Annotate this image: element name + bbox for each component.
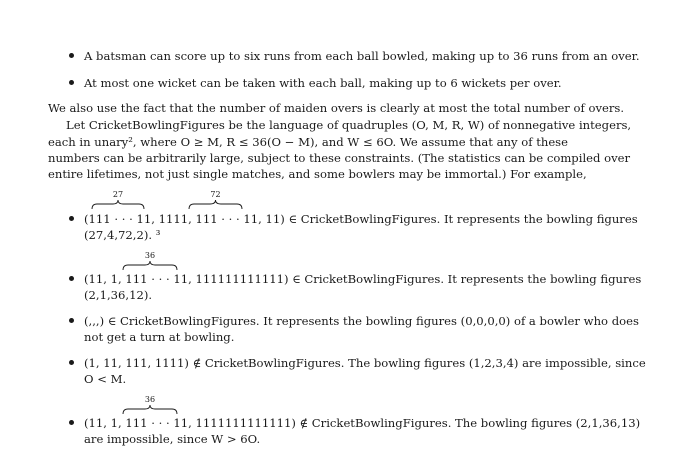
example-line: O < M. bbox=[84, 372, 127, 386]
bullet-text: A batsman can score up to six runs from each ball bowled, making up to 36 runs from an over. bbox=[84, 49, 640, 63]
overbrace-count: 36 bbox=[144, 395, 156, 404]
example-line: (111 · · · 11, 1111, 111 · · · 11, 11) ∈ CricketBowlingFigures. It represents the bowling figures bbox=[84, 212, 638, 226]
overbrace bbox=[188, 190, 243, 210]
bullet-dot bbox=[69, 360, 74, 365]
overbrace bbox=[122, 251, 178, 271]
example-line: (27,4,72,2). ³ bbox=[84, 228, 161, 242]
overbrace-count: 36 bbox=[144, 251, 156, 260]
example-line: (2,1,36,12). bbox=[84, 288, 153, 302]
paragraph-line: entire lifetimes, not just single matches, and some bowlers may be immortal.) For example, bbox=[48, 167, 587, 181]
overbrace-count: 72 bbox=[210, 190, 221, 199]
paragraph-line: We also use the fact that the number of maiden overs is clearly at most the total number of overs. bbox=[48, 101, 625, 115]
paragraph-line: Let CricketBowlingFigures be the language of quadruples (O, M, R, W) of nonnegative integers, bbox=[66, 118, 632, 132]
example-line: (11, 1, 111 · · · 11, 1111111111111) ∉ CricketBowlingFigures. The bowling figures (2,1,36,13) bbox=[84, 416, 641, 430]
example-line: (1, 11, 111, 1111) ∉ CricketBowlingFigures. The bowling figures (1,2,3,4) are impossible, since bbox=[84, 356, 646, 370]
bullet-dot bbox=[69, 318, 74, 323]
bullet-dot bbox=[69, 216, 74, 221]
bullet-dot bbox=[69, 53, 74, 58]
bullet-text: At most one wicket can be taken with each ball, making up to 6 wickets per over. bbox=[84, 76, 562, 90]
overbrace bbox=[122, 395, 178, 415]
example-line: (11, 1, 111 · · · 11, 111111111111) ∈ CricketBowlingFigures. It represents the bowling figures bbox=[84, 272, 642, 286]
example-line: are impossible, since W > 6O. bbox=[84, 432, 261, 446]
bullet-dot bbox=[69, 80, 74, 85]
example-line: not get a turn at bowling. bbox=[84, 330, 235, 344]
example-line: (,,,) ∈ CricketBowlingFigures. It represents the bowling figures (0,0,0,0) of a bowler who does bbox=[84, 314, 639, 328]
overbrace bbox=[91, 190, 145, 210]
bullet-dot bbox=[69, 276, 74, 281]
paragraph-line: numbers can be arbitrarily large, subject to these constraints. (The statistics can be compiled over bbox=[48, 151, 631, 165]
paragraph-line: each in unary², where O ≥ M, R ≤ 36(O − M), and W ≤ 6O. We assume that any of these bbox=[48, 135, 568, 149]
overbrace-count: 27 bbox=[112, 190, 124, 199]
bullet-dot bbox=[69, 420, 74, 425]
